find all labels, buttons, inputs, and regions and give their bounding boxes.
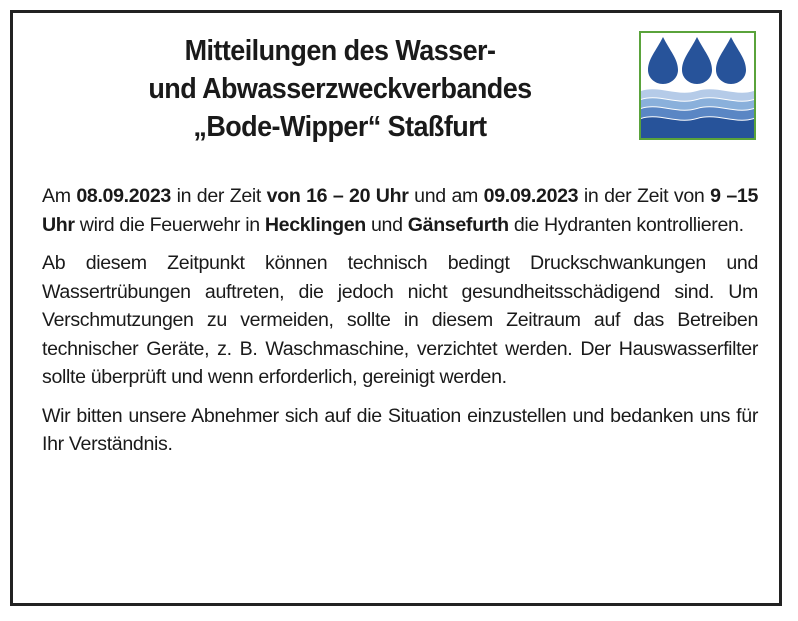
notice-paragraph-3: Wir bitten unsere Abnehmer sich auf die Situation einzustellen und bedanken uns für Ihr Verständnis. — [42, 404, 758, 455]
p1-text-1: Am — [42, 185, 77, 207]
water-drop-icon — [716, 37, 746, 84]
p1-text-5: wird die Feuerwehr in — [74, 213, 265, 236]
p1-text-3: und am — [408, 185, 484, 207]
wave-icon — [641, 117, 754, 138]
notice-title — [61, 32, 619, 146]
notice-paragraph-2: Ab diesem Zeitpunkt können technisch bedingt Druckschwankungen und Wassertrübungen auftreten, die jedoch nicht gesundheitsschädigend sind. Um Verschmutzungen zu vermeiden, sollte in diesem Zeitraum auf das Betreiben technischer Geräte, z. B. Waschmaschine, verzichtet werden. Der Hauswasserfilter sollte überprüft und wenn erforderlich, gereinigt werden. — [42, 252, 758, 388]
place-2: Gänsefurth — [407, 213, 509, 236]
water-drop-icon — [648, 37, 678, 84]
title-line-3: „Bode-Wipper“ Staßfurt — [193, 111, 487, 143]
p1-text-6: und — [365, 213, 408, 236]
time-range-1: von 16 – 20 Uhr — [266, 185, 409, 207]
water-association-logo — [639, 31, 756, 140]
date-1: 08.09.2023 — [76, 185, 171, 207]
title-line-2: und Abwasserzweckverbandes — [148, 73, 532, 105]
notice-paragraph-1 — [42, 182, 758, 239]
date-2: 09.09.2023 — [483, 185, 579, 207]
p1-text-4: in der Zeit von — [578, 185, 711, 207]
water-drop-icon — [682, 37, 712, 84]
p1-text-7: die Hydranten kontrollieren. — [508, 213, 744, 236]
title-line-1: Mitteilungen des Wasser- — [184, 35, 496, 67]
place-1: Hecklingen — [264, 213, 366, 236]
water-drops-waves-icon — [641, 33, 754, 138]
notice-body — [42, 182, 758, 469]
p1-text-2: in der Zeit — [170, 185, 267, 207]
time-range-2: 9 –15 Uhr — [42, 185, 758, 236]
